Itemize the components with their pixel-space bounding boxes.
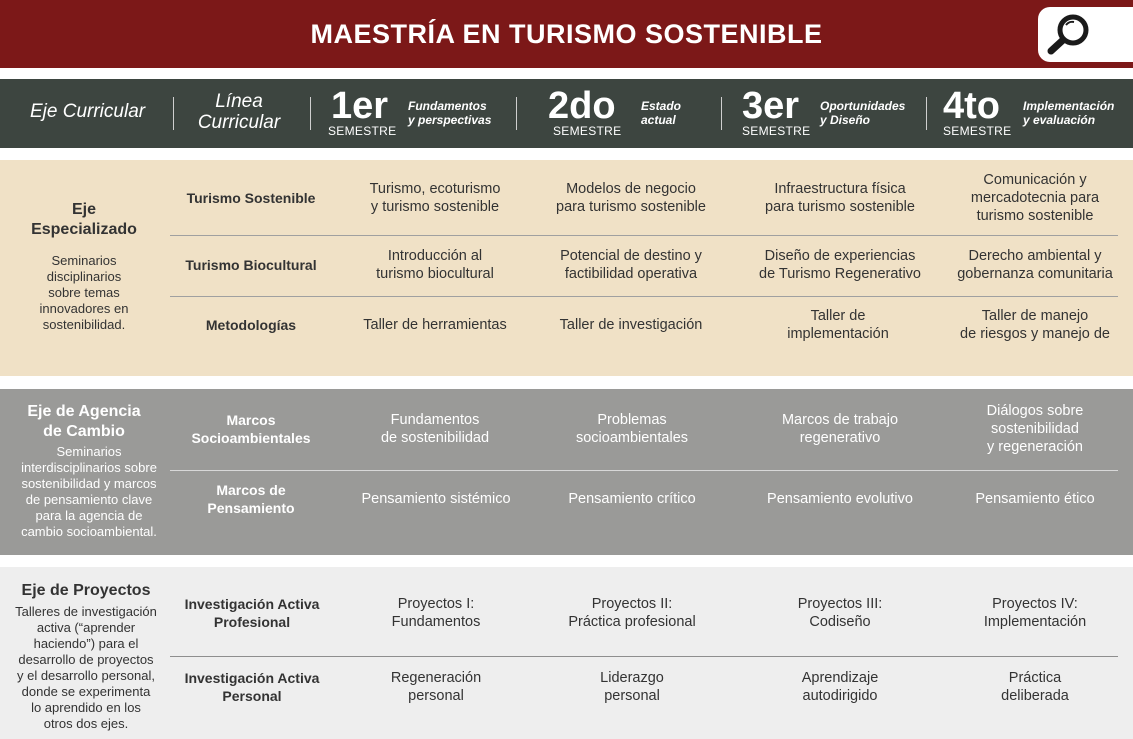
eje-especializado-section xyxy=(0,160,1133,376)
header-divider xyxy=(173,97,174,130)
course-cell: Diseño de experiencias de Turismo Regenerativo xyxy=(759,248,921,282)
semester-3-number: 3er xyxy=(742,85,800,127)
course-cell: Proyectos I: Fundamentos xyxy=(391,596,481,630)
semester-1-desc: Fundamentos y perspectivas xyxy=(408,99,492,127)
course-cell: Pensamiento crítico xyxy=(568,491,696,507)
course-cell: Taller de manejo de riesgos y manejo de xyxy=(960,308,1110,342)
course-cell: Marcos de trabajo regenerativo xyxy=(781,412,899,446)
row-label: Marcos de Pensamiento xyxy=(207,482,295,516)
axis-title: Eje de Agencia de Cambio xyxy=(27,403,141,440)
course-cell: Turismo, ecoturismo y turismo sostenible xyxy=(369,181,501,215)
semester-4-desc: Implementación y evaluación xyxy=(1023,99,1115,127)
semester-2-label: SEMESTRE xyxy=(553,124,622,138)
row-divider xyxy=(170,470,1118,471)
row-divider xyxy=(170,656,1118,657)
course-cell: Fundamentos de sostenibilidad xyxy=(380,412,490,446)
header-divider xyxy=(310,97,311,130)
course-cell: Pensamiento evolutivo xyxy=(767,491,913,507)
axis-description: Seminarios interdisciplinarios sobre sostenibilidad y marcos de pensamiento clave para la agencia de cambio socioambiental. xyxy=(21,444,157,539)
axis-title: Eje Especializado xyxy=(31,201,137,238)
course-cell: Proyectos III: Codiseño xyxy=(797,596,883,630)
axis-title: Eje de Proyectos xyxy=(21,582,151,599)
curriculum-header xyxy=(0,79,1133,148)
row-label: Turismo Sostenible xyxy=(186,190,316,206)
title-bar xyxy=(0,0,1133,68)
semester-4-label: SEMESTRE xyxy=(943,124,1012,138)
course-cell: Pensamiento sistémico xyxy=(361,491,511,507)
course-cell: Taller de implementación xyxy=(787,308,889,342)
axis-description: Seminarios disciplinarios sobre temas innovadores en sostenibilidad. xyxy=(39,253,129,332)
course-cell: Práctica deliberada xyxy=(1001,670,1069,704)
course-cell: Comunicación y mercadotecnia para turismo sostenible xyxy=(970,172,1100,224)
header-linea-curricular: Línea Curricular xyxy=(197,91,281,133)
course-cell: Diálogos sobre sostenibilidad y regeneración xyxy=(986,403,1084,455)
course-cell: Aprendizaje autodirigido xyxy=(801,670,879,704)
course-cell: Pensamiento ético xyxy=(975,491,1095,507)
semester-2-desc: Estado actual xyxy=(641,99,682,127)
course-cell: Infraestructura física para turismo sostenible xyxy=(765,181,915,215)
course-cell: Proyectos IV: Implementación xyxy=(983,596,1087,630)
page-title: MAESTRÍA EN TURISMO SOSTENIBLE xyxy=(310,19,823,49)
row-label: Investigación Activa Profesional xyxy=(184,596,320,630)
semester-1-number: 1er xyxy=(331,85,389,127)
semester-1-label: SEMESTRE xyxy=(328,124,397,138)
header-divider xyxy=(516,97,517,130)
row-divider xyxy=(170,296,1118,297)
row-label: Investigación Activa Personal xyxy=(184,670,320,704)
row-label: Metodologías xyxy=(205,317,297,333)
course-cell: Liderazgo personal xyxy=(600,670,664,704)
course-cell: Proyectos II: Práctica profesional xyxy=(568,596,696,630)
semester-2-number: 2do xyxy=(548,85,616,127)
eje-proyectos-section xyxy=(0,567,1133,739)
course-cell: Potencial de destino y factibilidad operativa xyxy=(560,248,702,282)
course-cell: Taller de herramientas xyxy=(363,317,507,333)
semester-3-desc: Oportunidades y Diseño xyxy=(820,99,906,127)
course-cell: Introducción al turismo biocultural xyxy=(376,248,494,282)
header-divider xyxy=(721,97,722,130)
course-cell: Taller de investigación xyxy=(559,317,703,333)
course-cell: Derecho ambiental y gobernanza comunitaria xyxy=(957,248,1113,282)
course-cell: Modelos de negocio para turismo sostenible xyxy=(556,181,706,215)
axis-description: Talleres de investigación activa (“aprender haciendo”) para el desarrollo de proyectos y el desarrollo personal, donde se experimenta lo aprendido en los otros dos ejes. xyxy=(15,604,157,731)
header-eje-curricular: Eje Curricular xyxy=(30,101,146,122)
search-icon xyxy=(1046,13,1092,55)
semester-4-number: 4to xyxy=(943,85,1000,127)
row-divider xyxy=(170,235,1118,236)
header-divider xyxy=(926,97,927,130)
course-cell: Regeneración personal xyxy=(390,670,482,704)
eje-agencia-section xyxy=(0,389,1133,555)
course-cell: Problemas socioambientales xyxy=(575,412,689,446)
row-label: Turismo Biocultural xyxy=(185,257,317,273)
row-label: Marcos Socioambientales xyxy=(191,412,311,446)
semester-3-label: SEMESTRE xyxy=(742,124,811,138)
search-button[interactable] xyxy=(1038,7,1133,62)
